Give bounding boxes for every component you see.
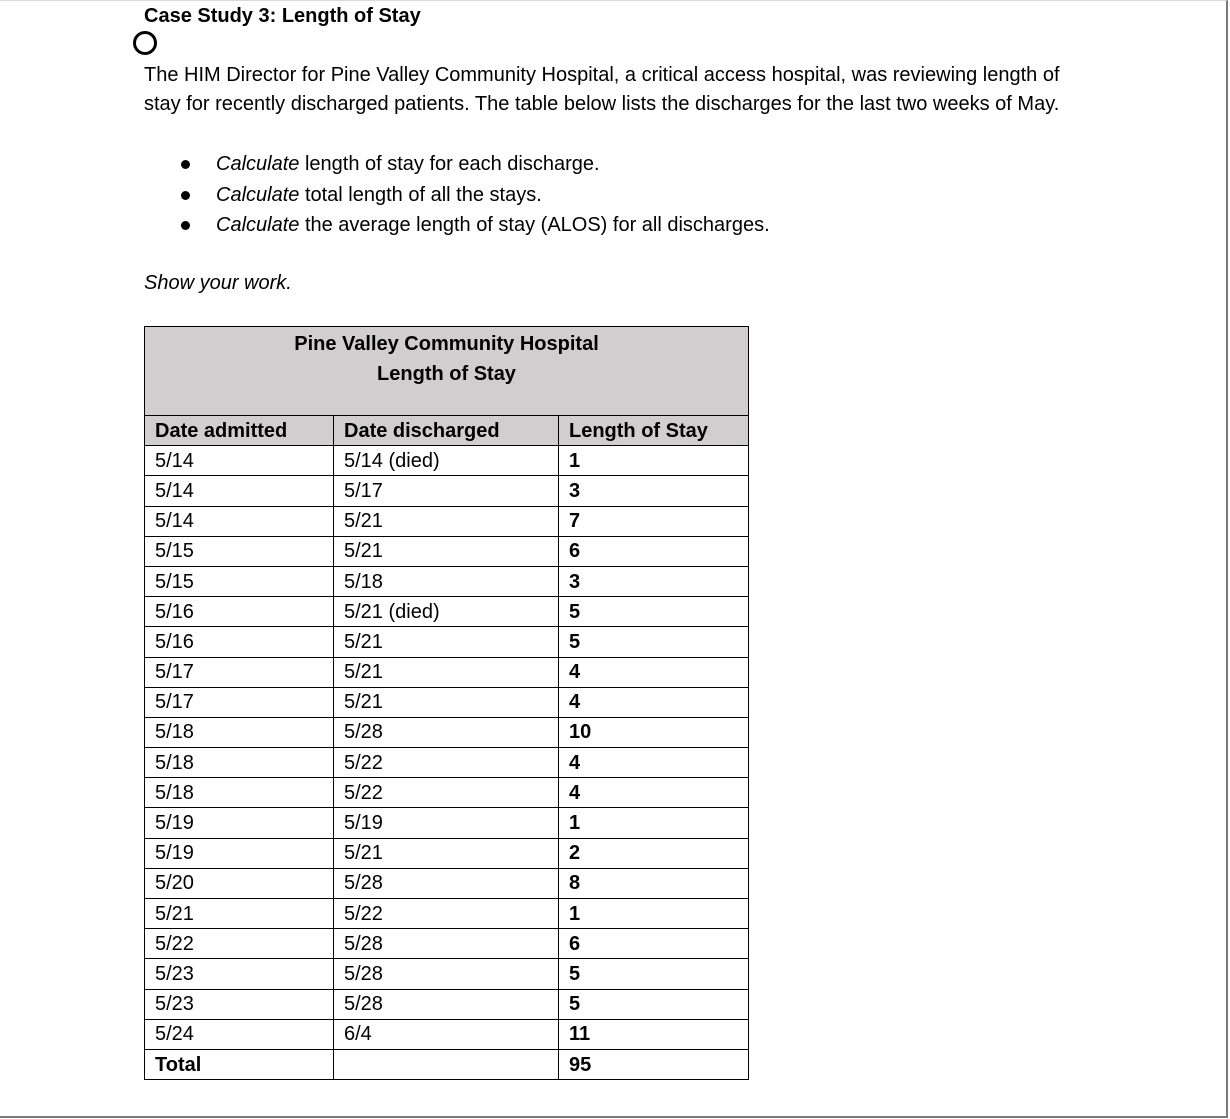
cell-date-discharged: 5/18 bbox=[334, 566, 559, 596]
cell-length-of-stay: 7 bbox=[559, 506, 749, 536]
cell-date-admitted: 5/14 bbox=[145, 446, 334, 476]
task-verb: Calculate bbox=[216, 214, 300, 236]
table-row bbox=[145, 929, 749, 959]
cell-date-discharged: 5/21 bbox=[334, 838, 559, 868]
cell-length-of-stay: 4 bbox=[559, 748, 749, 778]
cell-length-of-stay: 1 bbox=[559, 899, 749, 929]
task-text: the average length of stay (ALOS) for all discharges. bbox=[299, 214, 770, 236]
column-header-date-admitted: Date admitted bbox=[145, 416, 334, 446]
cell-length-of-stay: 5 bbox=[559, 597, 749, 627]
cell-date-discharged: 5/22 bbox=[334, 778, 559, 808]
cell-length-of-stay: 5 bbox=[559, 627, 749, 657]
task-text: length of stay for each discharge. bbox=[299, 153, 600, 175]
bullet-icon bbox=[181, 221, 190, 230]
cell-date-admitted: 5/17 bbox=[145, 657, 334, 687]
cell-date-admitted: 5/24 bbox=[145, 1019, 334, 1049]
cell-date-discharged: 5/22 bbox=[334, 748, 559, 778]
task-item bbox=[144, 149, 770, 180]
cell-date-admitted: 5/17 bbox=[145, 687, 334, 717]
cell-date-discharged: 5/21 bbox=[334, 627, 559, 657]
table-row bbox=[145, 597, 749, 627]
table-row bbox=[145, 778, 749, 808]
cell-length-of-stay: 5 bbox=[559, 989, 749, 1019]
cell-date-admitted: 5/16 bbox=[145, 597, 334, 627]
cell-date-discharged: 5/28 bbox=[334, 717, 559, 747]
show-work-note: Show your work. bbox=[144, 272, 292, 294]
page-title: Case Study 3: Length of Stay bbox=[144, 5, 421, 27]
table-row bbox=[145, 838, 749, 868]
table-row bbox=[145, 717, 749, 747]
table-title bbox=[145, 327, 749, 416]
cell-date-discharged: 6/4 bbox=[334, 1019, 559, 1049]
cell-date-discharged: 5/21 bbox=[334, 687, 559, 717]
cell-date-discharged: 5/21 bbox=[334, 506, 559, 536]
intro-paragraph: The HIM Director for Pine Valley Community Hospital, a critical access hospital, was reviewing length of stay for recently discharged patients. The table below lists the discharges for the last two weeks of May. bbox=[144, 64, 1060, 115]
cell-length-of-stay: 1 bbox=[559, 808, 749, 838]
cell-date-admitted: 5/18 bbox=[145, 778, 334, 808]
cell-length-of-stay: 5 bbox=[559, 959, 749, 989]
cell-date-admitted: 5/21 bbox=[145, 899, 334, 929]
table-row bbox=[145, 959, 749, 989]
cell-date-discharged: 5/28 bbox=[334, 959, 559, 989]
cell-length-of-stay: 4 bbox=[559, 687, 749, 717]
cell-length-of-stay: 3 bbox=[559, 566, 749, 596]
table-row bbox=[145, 899, 749, 929]
cell-date-discharged: 5/28 bbox=[334, 989, 559, 1019]
table-row bbox=[145, 506, 749, 536]
table-row bbox=[145, 657, 749, 687]
total-row bbox=[145, 1049, 749, 1079]
table-row bbox=[145, 627, 749, 657]
cell-date-discharged: 5/28 bbox=[334, 868, 559, 898]
cell-date-discharged: 5/14 (died) bbox=[334, 446, 559, 476]
bullet-icon bbox=[181, 160, 190, 169]
table-title-line2: Length of Stay bbox=[377, 363, 516, 385]
table-row bbox=[145, 687, 749, 717]
cell-date-discharged: 5/21 bbox=[334, 657, 559, 687]
cell-date-admitted: 5/19 bbox=[145, 808, 334, 838]
task-verb: Calculate bbox=[216, 153, 300, 175]
cell-date-admitted: 5/14 bbox=[145, 476, 334, 506]
cell-date-admitted: 5/18 bbox=[145, 748, 334, 778]
cell-length-of-stay: 2 bbox=[559, 838, 749, 868]
cell-length-of-stay: 6 bbox=[559, 929, 749, 959]
cell-length-of-stay: 10 bbox=[559, 717, 749, 747]
task-item bbox=[144, 210, 770, 241]
task-list bbox=[144, 149, 770, 241]
cell-date-discharged: 5/21 (died) bbox=[334, 597, 559, 627]
table-row bbox=[145, 446, 749, 476]
table-row bbox=[145, 536, 749, 566]
table-title-line1: Pine Valley Community Hospital bbox=[294, 333, 599, 355]
cell-date-admitted: 5/23 bbox=[145, 989, 334, 1019]
cell-date-admitted: 5/19 bbox=[145, 838, 334, 868]
table-row bbox=[145, 989, 749, 1019]
table-row bbox=[145, 566, 749, 596]
column-header-date-discharged: Date discharged bbox=[334, 416, 559, 446]
table-row bbox=[145, 868, 749, 898]
circle-icon bbox=[133, 31, 157, 55]
cell-date-discharged: 5/19 bbox=[334, 808, 559, 838]
cell-length-of-stay: 4 bbox=[559, 778, 749, 808]
cell-length-of-stay: 3 bbox=[559, 476, 749, 506]
cell-date-admitted: 5/22 bbox=[145, 929, 334, 959]
cell-date-admitted: 5/15 bbox=[145, 566, 334, 596]
cell-date-admitted: 5/20 bbox=[145, 868, 334, 898]
cell-date-discharged: 5/28 bbox=[334, 929, 559, 959]
total-label: Total bbox=[145, 1049, 334, 1079]
cell-date-admitted: 5/18 bbox=[145, 717, 334, 747]
cell-date-discharged: 5/22 bbox=[334, 899, 559, 929]
task-verb: Calculate bbox=[216, 183, 300, 206]
cell-length-of-stay: 11 bbox=[559, 1019, 749, 1049]
cell-length-of-stay: 4 bbox=[559, 657, 749, 687]
cell-date-discharged: 5/17 bbox=[334, 476, 559, 506]
table-row bbox=[145, 476, 749, 506]
cell-date-discharged: 5/21 bbox=[334, 536, 559, 566]
column-header-length-of-stay: Length of Stay bbox=[559, 416, 749, 446]
task-text: total length of all the stays. bbox=[299, 183, 542, 206]
table-row bbox=[145, 1019, 749, 1049]
table-row bbox=[145, 808, 749, 838]
cell-date-admitted: 5/23 bbox=[145, 959, 334, 989]
bullet-icon bbox=[181, 191, 190, 200]
cell-length-of-stay: 6 bbox=[559, 536, 749, 566]
total-empty-cell bbox=[334, 1049, 559, 1079]
length-of-stay-table bbox=[144, 326, 749, 1080]
table-row bbox=[145, 748, 749, 778]
cell-length-of-stay: 8 bbox=[559, 868, 749, 898]
total-value: 95 bbox=[559, 1049, 749, 1079]
cell-date-admitted: 5/14 bbox=[145, 506, 334, 536]
task-item bbox=[144, 180, 770, 211]
cell-length-of-stay: 1 bbox=[559, 446, 749, 476]
table-body bbox=[145, 446, 749, 1050]
cell-date-admitted: 5/15 bbox=[145, 536, 334, 566]
cell-date-admitted: 5/16 bbox=[145, 627, 334, 657]
